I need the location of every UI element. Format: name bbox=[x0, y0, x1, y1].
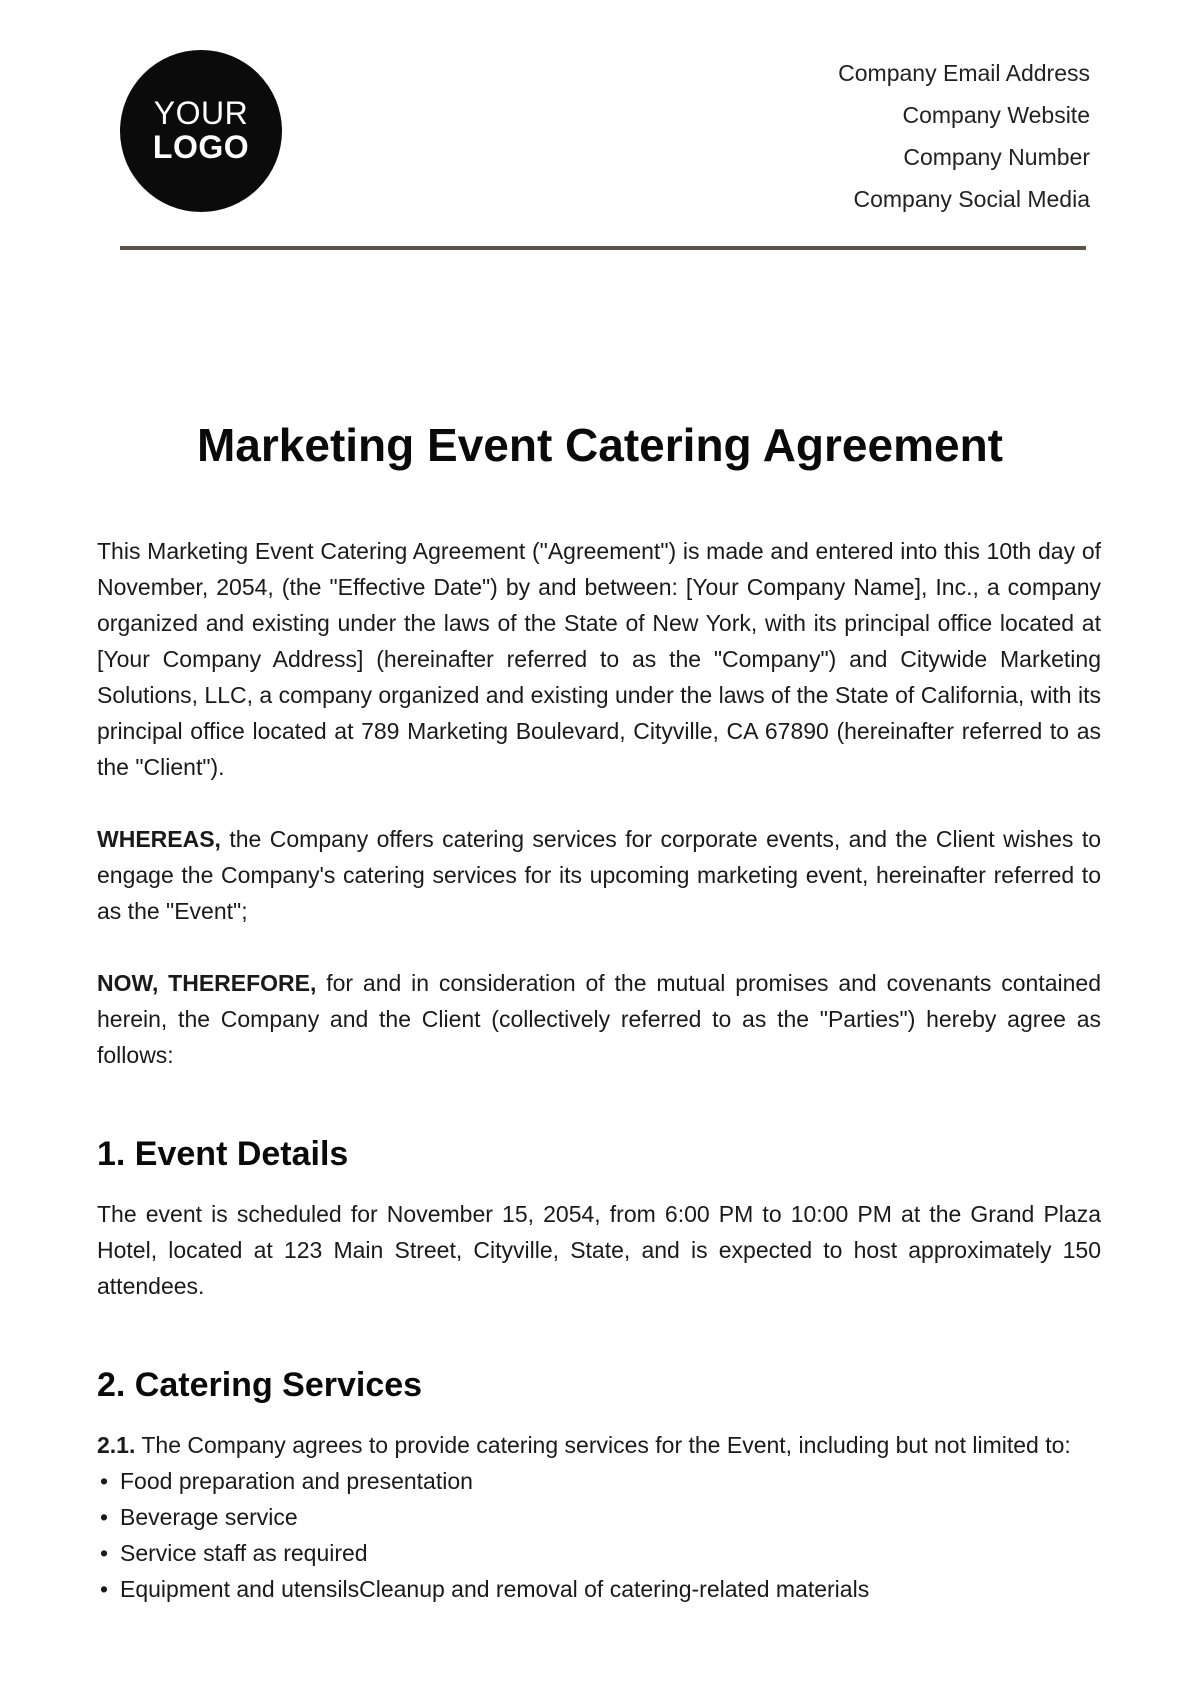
clause-2-1-number: 2.1. bbox=[97, 1432, 136, 1458]
list-item: • Service staff as required bbox=[97, 1535, 1101, 1571]
document-title: Marketing Event Catering Agreement bbox=[196, 419, 1004, 471]
list-item: • Equipment and utensilsCleanup and removal of catering-related materials bbox=[97, 1571, 1101, 1607]
intro-paragraph: This Marketing Event Catering Agreement ("Agreement") is made and entered into this 10th day of November, 2054, (the "Effective Date") by and between: [Your Company Name], Inc., a company organized and existing under the laws of the State of New York, with its principal office located at [Your Company Address] (hereinafter referred to as the "Company") and Citywide Marketing Solutions, LLC, a company organized and existing under the laws of the State of California, with its principal office located at 789 Marketing Boulevard, Cityville, CA 67890 (hereinafter referred to as the "Client"). bbox=[97, 538, 1101, 780]
event-details-paragraph: The event is scheduled for November 15, 2054, from 6:00 PM to 10:00 PM at the Grand Plaza Hotel, located at 123 Main Street, Cityville, State, and is expected to host approximately 150 attendees. bbox=[97, 1201, 1101, 1299]
company-number: Company Number bbox=[903, 144, 1090, 170]
company-contact-block bbox=[838, 52, 1090, 220]
now-therefore-label: NOW, THEREFORE, bbox=[97, 970, 317, 996]
list-item: • Beverage service bbox=[97, 1499, 1101, 1535]
company-email: Company Email Address bbox=[838, 60, 1090, 86]
header-divider bbox=[120, 246, 1086, 250]
logo-text-your: YOUR bbox=[153, 95, 249, 132]
whereas-label: WHEREAS, bbox=[97, 826, 221, 852]
logo-text-logo: LOGO bbox=[152, 129, 250, 165]
section-event-details-heading: 1. Event Details bbox=[97, 1135, 349, 1173]
section-catering-services-heading: 2. Catering Services bbox=[97, 1366, 423, 1404]
list-item: • Food preparation and presentation bbox=[97, 1463, 1101, 1499]
document-body bbox=[97, 533, 1101, 1607]
clause-2-1-text: The Company agrees to provide catering services for the Event, including but not limited to: bbox=[135, 1432, 1071, 1458]
now-therefore-paragraph bbox=[97, 965, 1101, 1073]
whereas-paragraph bbox=[97, 821, 1101, 929]
company-website: Company Website bbox=[902, 102, 1090, 128]
catering-services-list bbox=[97, 1463, 1101, 1607]
now-therefore-text: for and in consideration of the mutual promises and covenants contained herein, the Company and the Client (collectively referred to as the "Parties") hereby agree as follows: bbox=[97, 970, 1101, 1068]
company-social-media: Company Social Media bbox=[853, 186, 1090, 212]
whereas-text: the Company offers catering services for corporate events, and the Client wishes to engage the Company's catering services for its upcoming marketing event, hereinafter referred to as the "Event"; bbox=[97, 826, 1101, 924]
company-logo bbox=[120, 50, 282, 212]
clause-2-1-paragraph bbox=[97, 1427, 1101, 1463]
